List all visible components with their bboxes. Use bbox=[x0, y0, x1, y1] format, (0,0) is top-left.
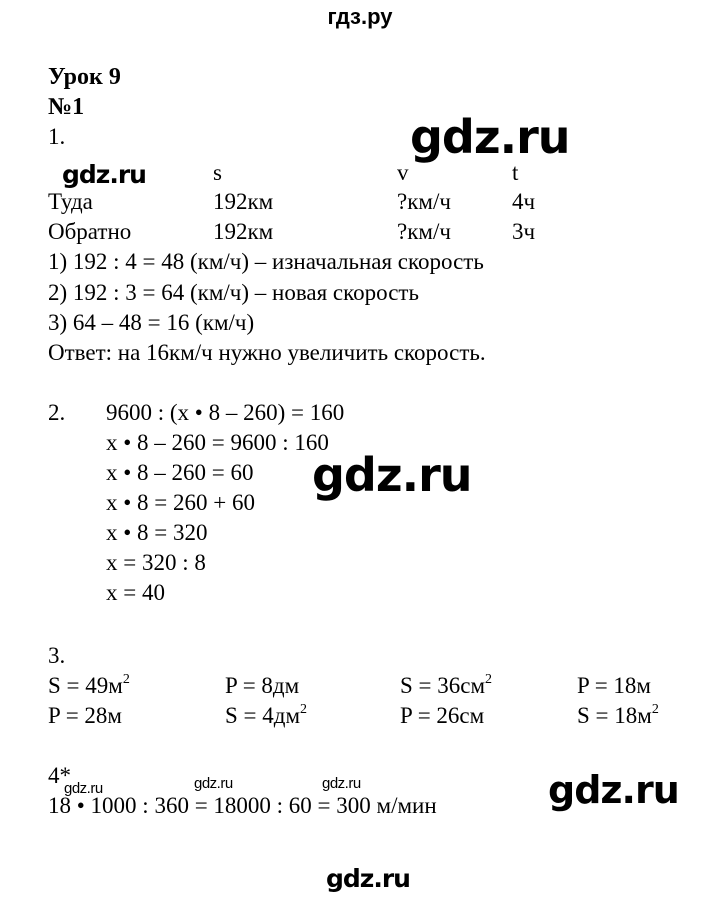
table-cell: ?км/ч bbox=[397, 189, 451, 214]
watermark: gdz.ru bbox=[410, 110, 570, 164]
watermark: gdz.ru bbox=[62, 160, 146, 189]
watermark: gdz.ru bbox=[64, 780, 103, 797]
formula-cell: $S = 18м^2$ bbox=[577, 702, 659, 728]
table-cell: 192км bbox=[213, 189, 274, 214]
table-cell: 192км bbox=[213, 219, 274, 244]
exercise-number: №1 bbox=[48, 94, 85, 120]
formula-cell: P = 28м bbox=[48, 703, 122, 728]
formula-cell: P = 8дм bbox=[225, 673, 300, 698]
watermark: gdz.ru bbox=[548, 768, 679, 812]
task4-line: 18 • 1000 : 360 = 18000 : 60 = 300 м/мин bbox=[48, 793, 437, 818]
task4-label: 4* bbox=[48, 763, 71, 788]
equation-line: 9600 : (x • 8 – 260) = 160 bbox=[106, 400, 345, 425]
equation-line: x = 40 bbox=[106, 580, 165, 605]
watermark: gdz.ru bbox=[312, 448, 472, 502]
table-cell: ?км/ч bbox=[397, 219, 451, 244]
task1-step: 3) 64 – 48 = 16 (км/ч) bbox=[48, 310, 255, 335]
lesson-title: Урок 9 bbox=[48, 64, 121, 90]
task1-label: 1. bbox=[48, 124, 66, 149]
task1-answer: Ответ: на 16км/ч нужно увеличить скорость. bbox=[48, 340, 486, 365]
watermark: gdz.ru bbox=[194, 775, 233, 792]
equation-line: x • 8 – 260 = 9600 : 160 bbox=[106, 430, 329, 455]
formula-cell: P = 18м bbox=[577, 673, 651, 698]
table-cell: 3ч bbox=[512, 219, 536, 244]
table-cell: 4ч bbox=[512, 189, 536, 214]
table-cell: Туда bbox=[48, 189, 93, 214]
watermark: gdz.ru bbox=[322, 775, 361, 792]
footer-watermark: gdz.ru bbox=[326, 864, 410, 893]
header-watermark: гдз.ру bbox=[327, 4, 393, 29]
table-cell: Обратно bbox=[48, 219, 132, 244]
equation-line: x • 8 = 320 bbox=[106, 520, 208, 545]
table-header-t: t bbox=[512, 160, 519, 185]
formula-cell: $S = 4дм^2$ bbox=[225, 702, 308, 728]
formula-cell: P = 26см bbox=[400, 703, 485, 728]
table-header-v: v bbox=[397, 160, 409, 185]
table-header-s: s bbox=[213, 160, 222, 185]
formula-cell: $S = 36см^2$ bbox=[400, 672, 493, 698]
task2-label: 2. bbox=[48, 400, 66, 425]
equation-line: x • 8 = 260 + 60 bbox=[106, 490, 255, 515]
task1-step: 2) 192 : 3 = 64 (км/ч) – новая скорость bbox=[48, 280, 419, 305]
equation-line: x = 320 : 8 bbox=[106, 550, 206, 575]
formula-cell: $S = 49м^2$ bbox=[48, 672, 130, 698]
task3-label: 3. bbox=[48, 643, 66, 668]
task1-step: 1) 192 : 4 = 48 (км/ч) – изначальная скорость bbox=[48, 249, 484, 274]
equation-line: x • 8 – 260 = 60 bbox=[106, 460, 254, 485]
